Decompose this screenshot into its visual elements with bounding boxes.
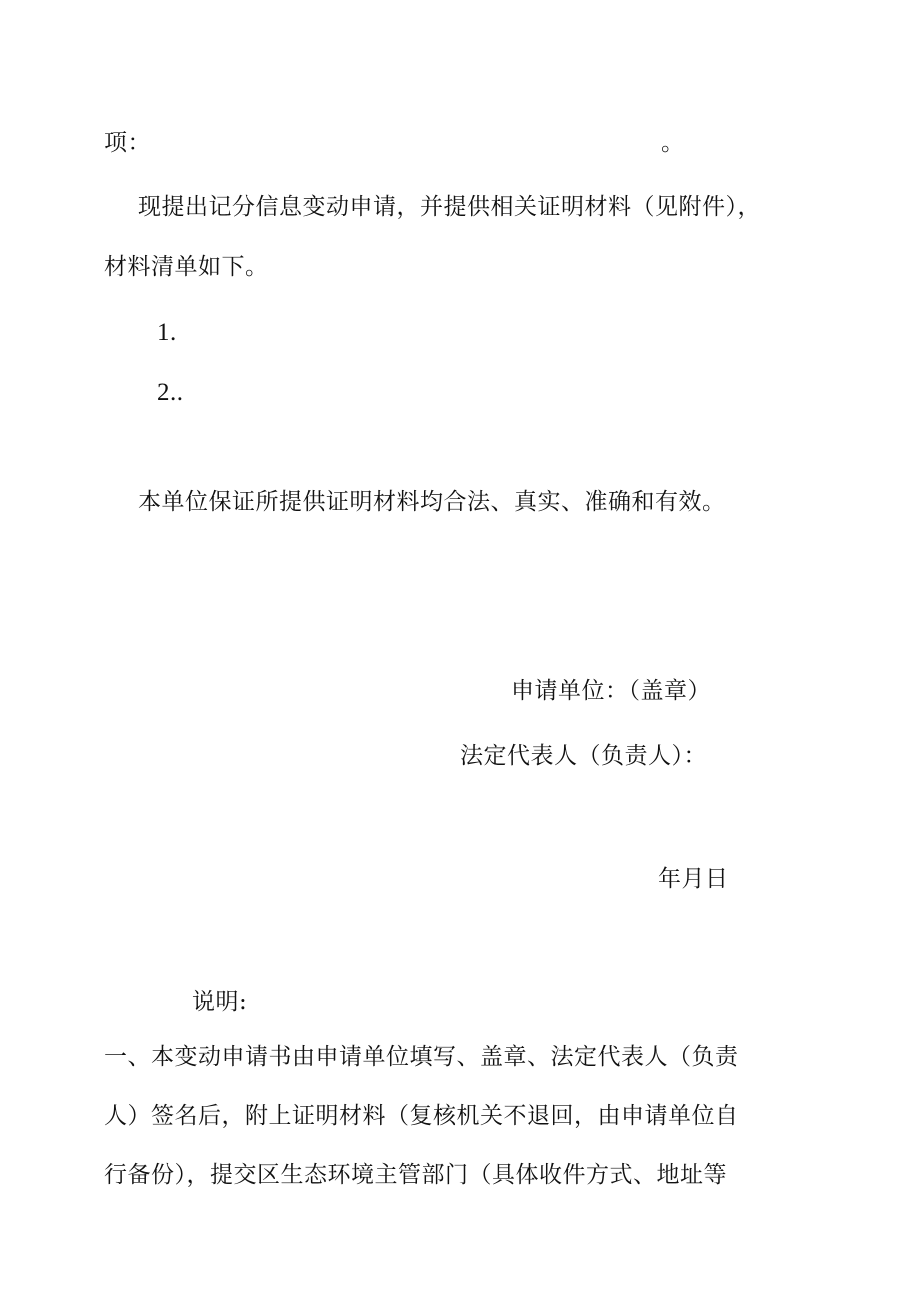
item-label: 项： — [104, 130, 151, 156]
applicant-seal-line: 申请单位：（盖章） — [511, 678, 711, 704]
date-line: 年月日 — [658, 866, 729, 892]
list-item-2: 2.. — [157, 379, 184, 406]
notes-line-3: 行备份），提交区生态环境主管部门（具体收件方式、地址等 — [104, 1162, 727, 1188]
request-line-1: 现提出记分信息变动申请，并提供相关证明材料（见附件）， — [138, 194, 761, 220]
legal-representative-line: 法定代表人（负责人）： — [460, 743, 707, 769]
list-item-1: 1. — [157, 319, 177, 346]
item-end-mark: 。 — [661, 130, 685, 156]
notes-title: 说明: — [192, 989, 248, 1015]
guarantee-statement: 本单位保证所提供证明材料均合法、真实、准确和有效。 — [138, 489, 726, 515]
notes-line-2: 人）签名后，附上证明材料（复核机关不退回，由申请单位自 — [104, 1103, 739, 1129]
request-line-2: 材料清单如下。 — [104, 254, 269, 280]
notes-line-1: 一、本变动申请书由申请单位填写、盖章、法定代表人（负责 — [104, 1044, 739, 1070]
